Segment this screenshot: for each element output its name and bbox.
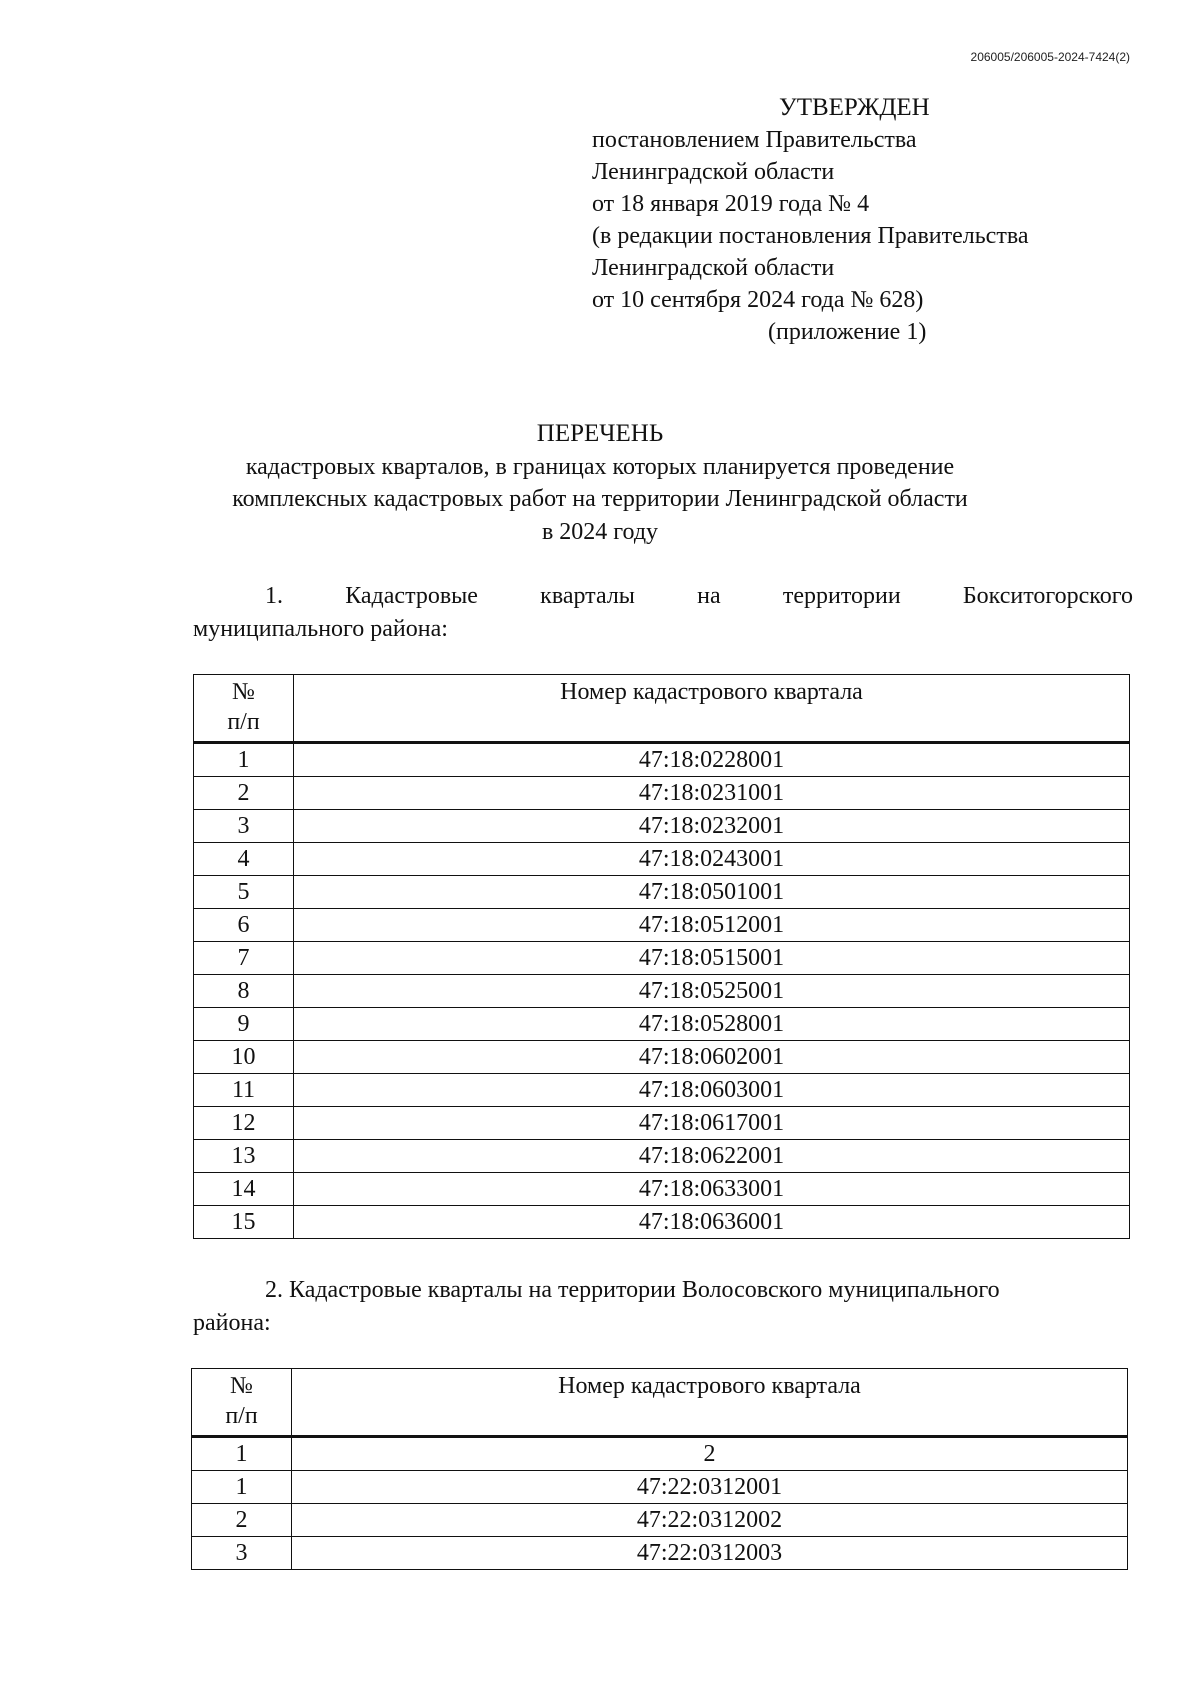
header-line: № <box>230 1373 253 1399</box>
table-row <box>194 909 1130 942</box>
row-number: 7 <box>194 942 294 975</box>
table-row <box>192 1437 1128 1471</box>
heading-word: территории <box>782 583 901 609</box>
cadastral-quarter-number: 47:18:0231001 <box>294 777 1130 810</box>
cadastral-quarter-number: 47:18:0512001 <box>294 909 1130 942</box>
heading-word: 1. <box>265 583 283 609</box>
cadastral-quarter-number: 47:22:0312002 <box>292 1504 1128 1537</box>
table-row <box>192 1537 1128 1570</box>
row-number: 13 <box>194 1140 294 1173</box>
cadastral-quarter-number: 2 <box>292 1437 1128 1471</box>
row-number: 1 <box>192 1471 292 1504</box>
table-row <box>194 1206 1130 1239</box>
cadastral-quarter-number: 47:18:0617001 <box>294 1107 1130 1140</box>
table-row <box>194 876 1130 909</box>
table-row <box>194 1173 1130 1206</box>
table-row <box>194 1041 1130 1074</box>
heading-word: Бокситогорского <box>962 583 1133 609</box>
row-number: 6 <box>194 909 294 942</box>
section-heading-line <box>193 580 1133 613</box>
cadastral-quarter-number: 47:18:0228001 <box>294 743 1130 777</box>
row-number: 3 <box>194 810 294 843</box>
col-quarter-header: Номер кадастрового квартала <box>292 1369 1128 1437</box>
header-line: п/п <box>227 709 260 735</box>
approval-title: УТВЕРЖДЕН <box>779 94 930 121</box>
header-line: № <box>232 679 255 705</box>
cadastral-quarter-number: 47:18:0243001 <box>294 843 1130 876</box>
col-quarter-header: Номер кадастрового квартала <box>294 675 1130 743</box>
approval-line: постановлением Правительства <box>592 127 917 153</box>
row-number: 1 <box>194 743 294 777</box>
list-title: ПЕРЕЧЕНЬ <box>536 420 664 447</box>
cadastral-quarter-number: 47:18:0525001 <box>294 975 1130 1008</box>
row-number: 3 <box>192 1537 292 1570</box>
table-row <box>194 1107 1130 1140</box>
table-header-row <box>192 1369 1128 1437</box>
section-heading-line: района: <box>193 1310 271 1336</box>
heading-word: Кадастровые <box>345 583 478 609</box>
table-header-row <box>194 675 1130 743</box>
col-number-header <box>192 1369 292 1437</box>
table-row <box>194 743 1130 777</box>
cadastral-table-2 <box>191 1368 1128 1570</box>
list-subtitle: в 2024 году <box>541 519 659 545</box>
approval-line: Ленинградской области <box>592 159 835 185</box>
cadastral-table-1 <box>193 674 1130 1239</box>
table-row <box>192 1471 1128 1504</box>
row-number: 5 <box>194 876 294 909</box>
approval-line: от 10 сентября 2024 года № 628) <box>592 287 924 313</box>
approval-block <box>592 92 1152 348</box>
cadastral-quarter-number: 47:22:0312003 <box>292 1537 1128 1570</box>
row-number: 9 <box>194 1008 294 1041</box>
list-subtitle: кадастровых кварталов, в границах которых планируется проведение <box>245 454 955 480</box>
table-row <box>194 1140 1130 1173</box>
approval-appendix: (приложение 1) <box>768 319 927 345</box>
row-number: 10 <box>194 1041 294 1074</box>
cadastral-quarter-number: 47:18:0602001 <box>294 1041 1130 1074</box>
cadastral-quarter-number: 47:18:0603001 <box>294 1074 1130 1107</box>
table-row <box>194 975 1130 1008</box>
cadastral-quarter-number: 47:22:0312001 <box>292 1471 1128 1504</box>
document-id: 206005/206005-2024-7424(2) <box>970 50 1130 64</box>
table-row <box>194 1008 1130 1041</box>
table-body <box>192 1437 1128 1570</box>
cadastral-quarter-number: 47:18:0636001 <box>294 1206 1130 1239</box>
approval-line: Ленинградской области <box>592 255 835 281</box>
table-row <box>192 1504 1128 1537</box>
section-heading-line: 2. Кадастровые кварталы на территории Волосовского муниципального <box>265 1277 1000 1303</box>
heading-word: на <box>697 583 721 609</box>
table-row <box>194 942 1130 975</box>
section-1-heading <box>193 580 1133 646</box>
table-row <box>194 843 1130 876</box>
header-line: п/п <box>225 1403 258 1429</box>
approval-line: от 18 января 2019 года № 4 <box>592 191 870 217</box>
row-number: 1 <box>192 1437 292 1471</box>
row-number: 8 <box>194 975 294 1008</box>
heading-word: кварталы <box>540 583 635 609</box>
section-heading-line: муниципального района: <box>193 616 448 642</box>
row-number: 2 <box>194 777 294 810</box>
cadastral-quarter-number: 47:18:0232001 <box>294 810 1130 843</box>
cadastral-quarter-number: 47:18:0501001 <box>294 876 1130 909</box>
row-number: 11 <box>194 1074 294 1107</box>
approval-line: (в редакции постановления Правительства <box>592 223 1029 249</box>
table-body <box>194 743 1130 1239</box>
row-number: 14 <box>194 1173 294 1206</box>
row-number: 4 <box>194 843 294 876</box>
section-2-heading <box>193 1274 1133 1340</box>
cadastral-quarter-number: 47:18:0633001 <box>294 1173 1130 1206</box>
row-number: 15 <box>194 1206 294 1239</box>
cadastral-quarter-number: 47:18:0528001 <box>294 1008 1130 1041</box>
cadastral-quarter-number: 47:18:0622001 <box>294 1140 1130 1173</box>
cadastral-quarter-number: 47:18:0515001 <box>294 942 1130 975</box>
table-row <box>194 810 1130 843</box>
col-number-header <box>194 675 294 743</box>
row-number: 2 <box>192 1504 292 1537</box>
list-subtitle: комплексных кадастровых работ на территории Ленинградской области <box>232 486 968 512</box>
row-number: 12 <box>194 1107 294 1140</box>
table-row <box>194 1074 1130 1107</box>
table-row <box>194 777 1130 810</box>
